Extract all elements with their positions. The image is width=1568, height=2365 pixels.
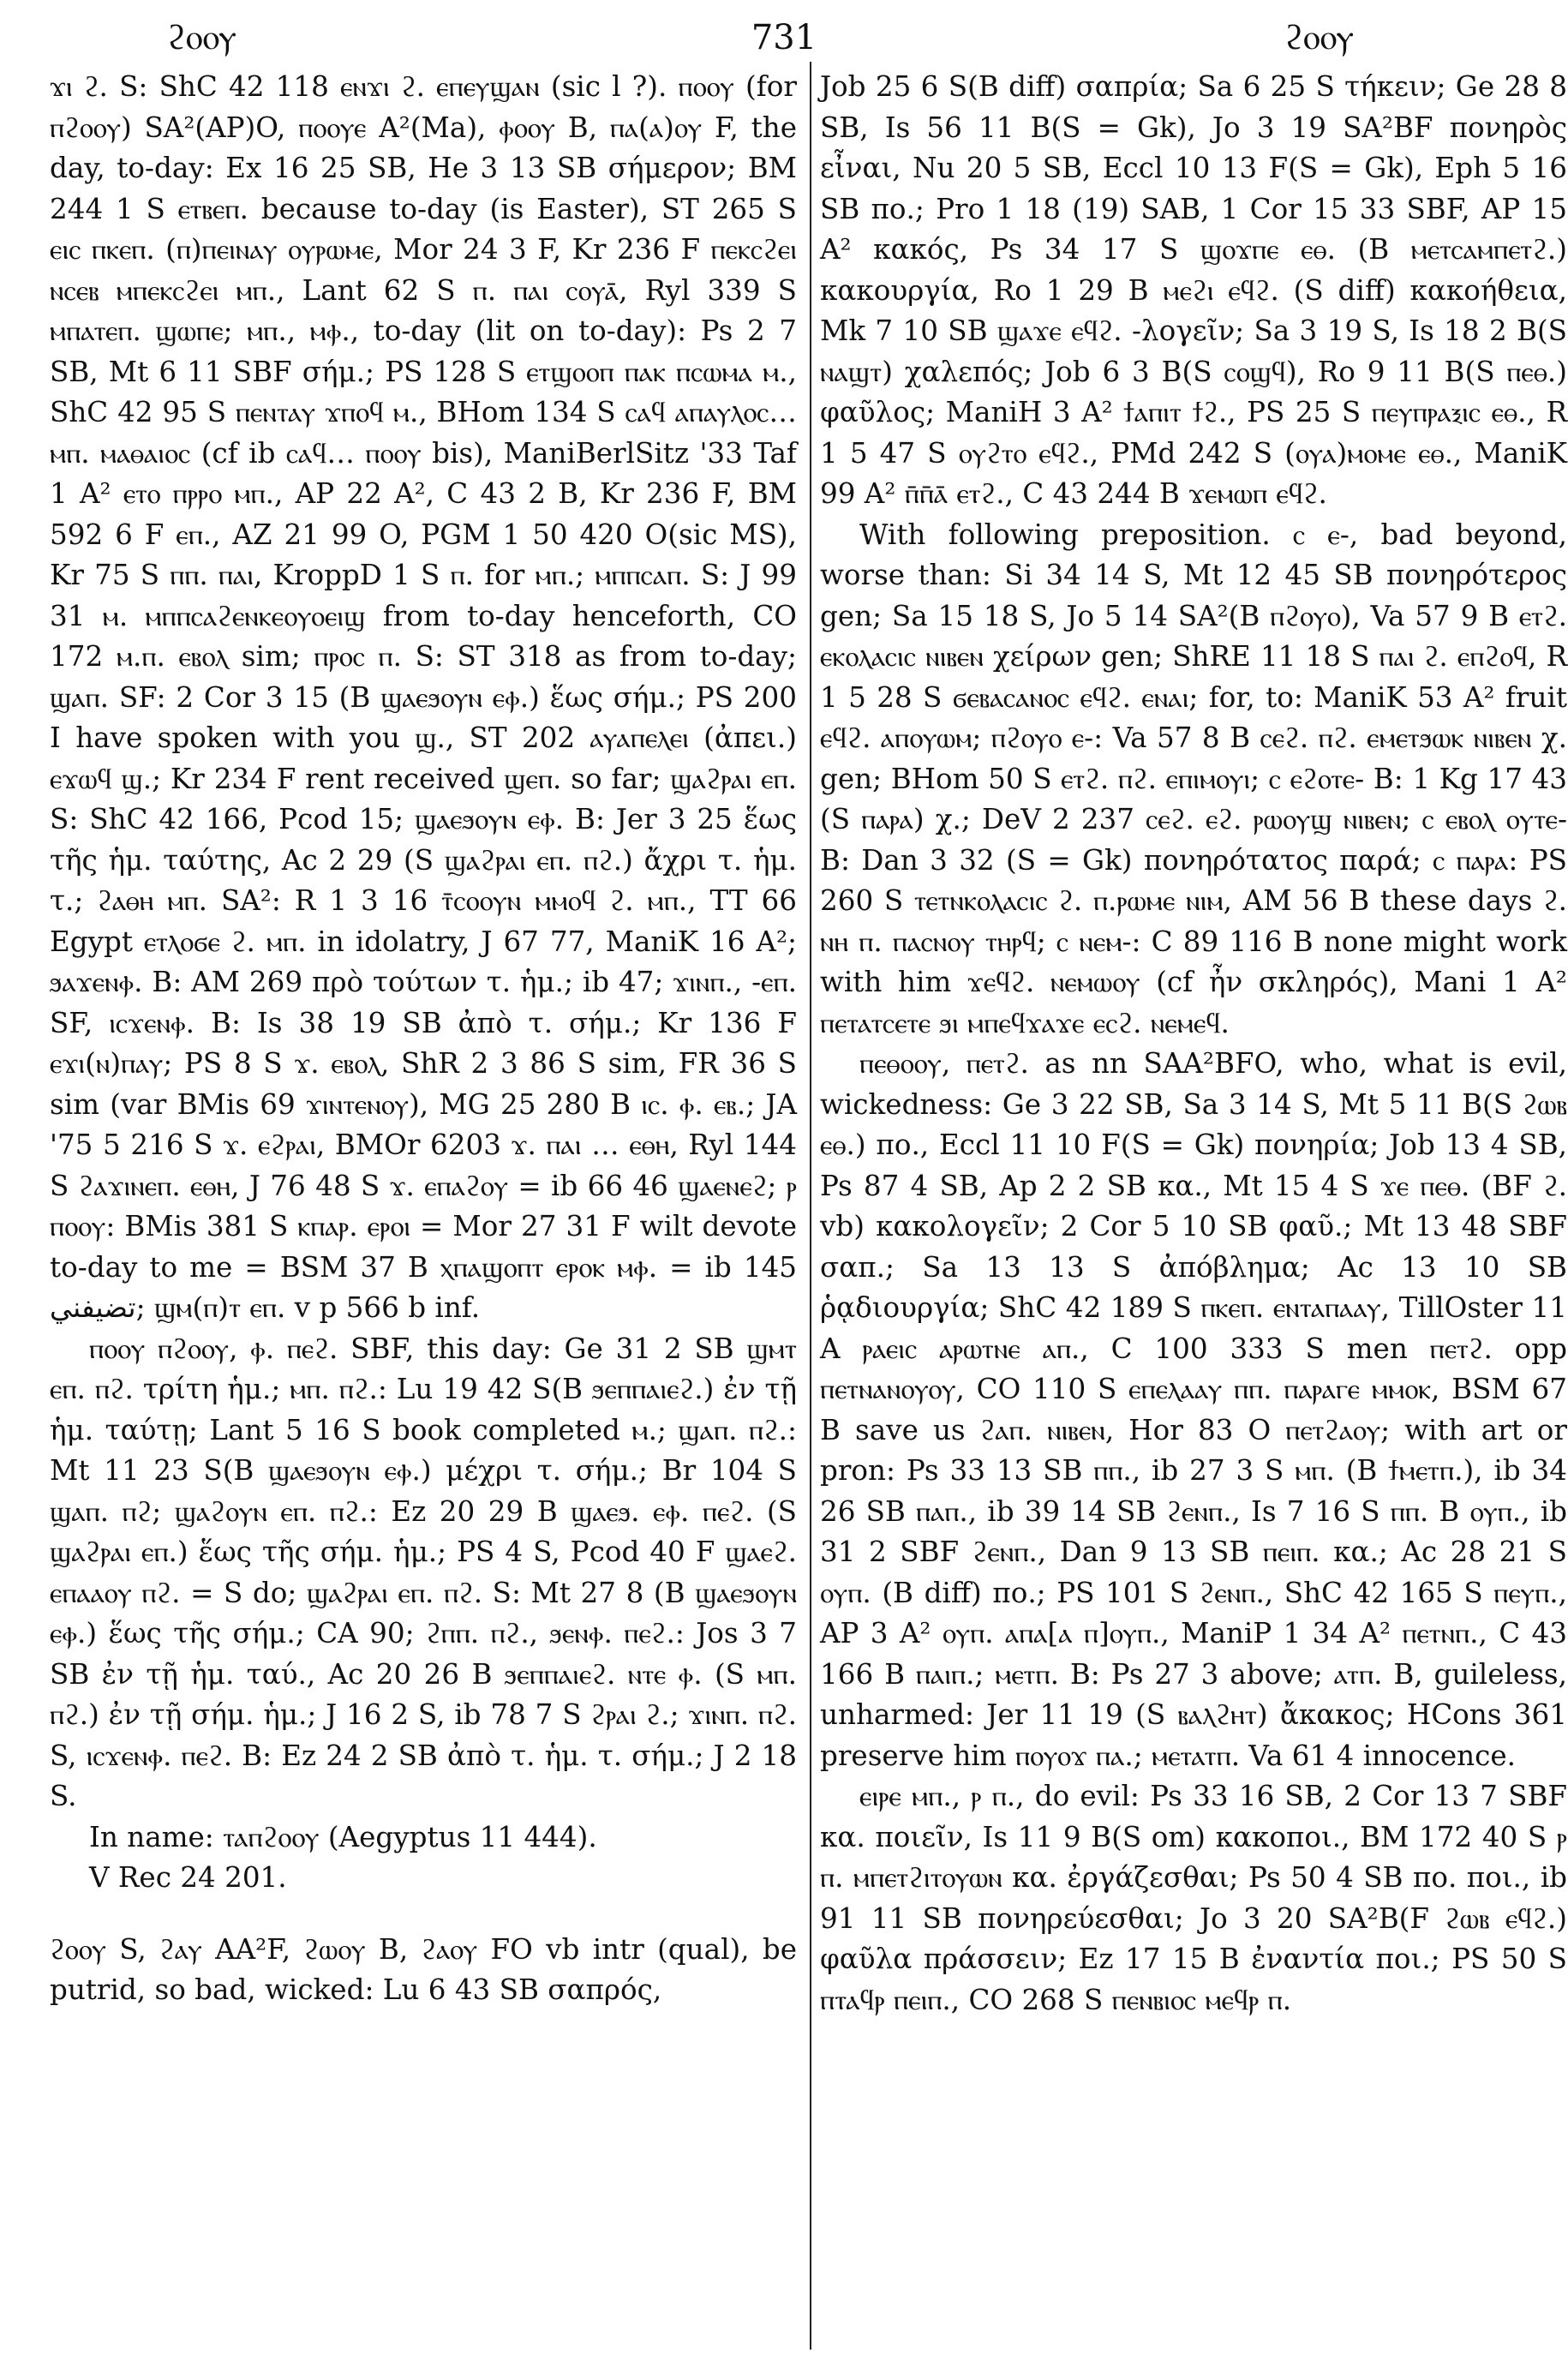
dictionary-paragraph: ⲡⲉⲑⲟⲟⲩ, ⲡⲉⲧϩ. as nn SAA²BFO, who, what is evil, wickedness: Ge 3 22 SB, Sa 3 14 S, Mt 5 11 B(S ϩⲱⲃ ⲉⲑ.) πο., Eccl 11 10 F(S = Gk) πονηρία; Job 13 4 SB, Ps 87 4 SB, Ap 2 2 SB κα., Mt 15 4 S ϫⲉ ⲡⲉⲑ. (BF ϩ. vb) κακολογεῖν; 2 Cor 5 10 SB φαῦ.; Mt 13 48 SBF σαπ.; Sa 13 13 S ἀπόβλημα; Ac 13 10 SB ῥᾳδιουργία; ShC 42 189 S ⲡⲕⲉⲡ. ⲉⲛⲧⲁⲡⲁⲁⲩ, TillOster 11 A ⲣⲁⲉⲓⲥ ⲁⲣⲱⲧⲛⲉ ⲁⲡ., C 100 333 S men ⲡⲉⲧϩ. opp ⲡⲉⲧⲛⲁⲛⲟⲩⲟⲩ, CO 110 S ⲉⲡⲉⲗⲁⲁⲩ ⲡⲡ. ⲡⲁⲣⲁⲅⲉ ⲙⲙⲟⲕ, BSM 67 B save us ϩⲁⲡ. ⲛⲓⲃⲉⲛ, Hor 83 O ⲡⲉⲧϩⲁⲟⲩ; with art or pron: Ps 33 13 SB ⲡⲡ., ib 27 3 S ⲙⲡ. (B ϯⲙⲉⲧⲡ.), ib 34 26 SB ⲡⲁⲡ., ib 39 14 SB ϩⲉⲛⲡ., Is 7 16 S ⲡⲡ. B ⲟⲩⲡ., ib 31 2 SBF ϩⲉⲛⲡ., Dan 9 13 SB ⲡⲉⲓⲡ. κα.; Ac 28 21 S ⲟⲩⲡ. (B diff) πο.; PS 101 S ϩⲉⲛⲡ., ShC 42 165 S ⲡⲉⲩⲡ., AP 3 A² ⲟⲩⲡ. ⲁⲡⲁ[ⲁ ⲡ]ⲟⲩⲡ., ManiP 1 34 A² ⲡⲉⲧⲛⲡ., C 43 166 B ⲡⲁⲓⲡ.; ⲙⲉⲧⲡ. B: Ps 27 3 above; ⲁⲧⲡ. B, guileless, unharmed: Jer 11 19 (S ⲃⲁⲗϩⲏⲧ) ἄκακος; HCons 361 preserve him ⲡⲟⲩⲟϫ ⲡⲁ.; ⲙⲉⲧⲁⲧⲡ. Va 61 4 innocence. (820, 1047, 1567, 1772)
running-header (34, 12, 1534, 63)
column-divider (810, 62, 811, 2350)
dictionary-paragraph: ⲡⲟⲟⲩ ⲡϩⲟⲟⲩ, ⲫ. ⲡⲉϩ. SBF, this day: Ge 31 2 SB ϣⲙⲧ ⲉⲡ. ⲡϩ. τρίτη ἡμ.; ⲙⲡ. ⲡϩ.: Lu 19 42 S(B ϧⲉⲡⲡⲁⲓⲉϩ.) ἐν τῇ ἡμ. ταύτῃ; Lant 5 16 S book completed ⲙ.; ϣⲁⲡ. ⲡϩ.: Mt 11 23 S(B ϣⲁⲉϧⲟⲩⲛ ⲉⲫ.) μέχρι τ. σήμ.; Br 104 S ϣⲁⲡ. ⲡϩ; ϣⲁϩⲟⲩⲛ ⲉⲡ. ⲡϩ.: Ez 20 29 B ϣⲁⲉϧ. ⲉⲫ. ⲡⲉϩ. (S ϣⲁϩⲣⲁⲓ ⲉⲡ.) ἕως τῆς σήμ. ἡμ.; PS 4 S, Pcod 40 F ϣⲁⲉϩ. ⲉⲡⲁⲁⲟⲩ ⲡϩ. = S do; ϣⲁϩⲣⲁⲓ ⲉⲡ. ⲡϩ. S: Mt 27 8 (B ϣⲁⲉϧⲟⲩⲛ ⲉⲫ.) ἕως τῆς σήμ.; CA 90; ϩⲡⲡ. ⲡϩ., ϧⲉⲛⲫ. ⲡⲉϩ.: Jos 3 7 SB ἐν τῇ ἡμ. ταύ., Ac 20 26 B ϧⲉⲡⲡⲁⲓⲉϩ. ⲛⲧⲉ ⲫ. (S ⲙⲡ. ⲡϩ.) ἐν τῇ σήμ. ἡμ.; J 16 2 S, ib 78 7 S ϩⲣⲁⲓ ϩ.; ϫⲓⲛⲡ. ⲡϩ. S, ⲓⲥϫⲉⲛⲫ. ⲡⲉϩ. B: Ez 24 2 SB ἀπὸ τ. ἡμ. τ. σήμ.; J 2 18 S. (50, 1332, 797, 1812)
dictionary-paragraph: ϫⲓ ϩ. S: ShC 42 118 ⲉⲛϫⲓ ϩ. ⲉⲡⲉⲩϣⲁⲛ (sic l ?). ⲡⲟⲟⲩ (for ⲡϩⲟⲟⲩ) SA²(AP)O, ⲡⲟⲟⲩⲉ A²(Ma), ⲫⲟⲟⲩ B, ⲡⲁ(ⲁ)ⲟⲩ F, the day, to-day: Ex 16 25 SB, He 3 13 SB σήμερον; BM 244 1 S ⲉⲧⲃⲉⲡ. because to-day (is Easter), ST 265 S ⲉⲓⲥ ⲡⲕⲉⲡ. (ⲡ)ⲡⲉⲓⲛⲁⲩ ⲟⲩⲣⲱⲙⲉ, Mor 24 3 F, Kr 236 F ⲡⲉⲕⲥϩⲉⲓ ⲛⲥⲉⲃ ⲙⲡⲉⲕⲥϩⲉⲓ ⲙⲡ., Lant 62 S ⲡ. ⲡⲁⲓ ⲥⲟⲩⲁ̄, Ryl 339 S ⲙⲡⲁⲧⲉⲡ. ϣⲱⲡⲉ; ⲙⲡ., ⲙⲫ., to-day (lit on to-day): Ps 2 7 SB, Mt 6 11 SBF σήμ.; PS 128 S ⲉⲧϣⲟⲟⲡ ⲡⲁⲕ ⲡⲥⲱⲙⲁ ⲙ., ShC 42 95 S ⲡⲉⲛⲧⲁⲩ ϫⲡⲟϥ ⲙ., BHom 134 S ⲥⲁϥ ⲁⲡⲁⲩⲗⲟⲥ… ⲙⲡ. ⲙⲁⲑⲁⲓⲟⲥ (cf ib ⲥⲁϥ… ⲡⲟⲟⲩ bis), ManiBerlSitz '33 Taf 1 A² ⲉⲧⲟ ⲡⲣⲣⲟ ⲙⲡ., AP 22 A², C 43 2 B, Kr 236 F, BM 592 6 F ⲉⲡ., AZ 21 99 O, PGM 1 50 420 O(sic MS), Kr 75 S ⲡⲡ. ⲡⲁⲓ, KroppD 1 S ⲡ. for ⲙⲡ.; ⲙⲡⲡⲥⲁⲡ. S: J 99 31 ⲙ. ⲙⲡⲡⲥⲁϩⲉⲛⲕⲉⲟⲩⲟⲉⲓϣ from to-day henceforth, CO 172 ⲙ.ⲡ. ⲉⲃⲟⲗ sim; ⲡⲣⲟⲥ ⲡ. S: ST 318 as from to-day; ϣⲁⲡ. SF: 2 Cor 3 15 (B ϣⲁⲉϧⲟⲩⲛ ⲉⲫ.) ἕως σήμ.; PS 200 I have spoken with you ϣ., ST 202 ⲁⲩⲁⲡⲉⲗⲉⲓ (ἀπει.) ⲉϫⲱϥ ϣ.; Kr 234 F rent received ϣⲉⲡ. so far; ϣⲁϩⲣⲁⲓ ⲉⲡ. S: ShC 42 166, Pcod 15; ϣⲁⲉϧⲟⲩⲛ ⲉⲫ. B: Jer 3 25 ἕως τῆς ἡμ. ταύτης, Ac 2 29 (S ϣⲁϩⲣⲁⲓ ⲉⲡ. ⲡϩ.) ἄχρι τ. ἡμ. τ.; ϩⲁⲑⲏ ⲙⲡ. SA²: R 1 3 16 ⲧ̄ⲥⲟⲟⲩⲛ ⲙⲙⲟϥ ϩ. ⲙⲡ., TT 66 Egypt ⲉⲧⲗⲟϭⲉ ϩ. ⲙⲡ. in idolatry, J 67 77, ManiK 16 A²; ϧⲁϫⲉⲛⲫ. B: AM 269 πρὸ τούτων τ. ἡμ.; ib 47; ϫⲓⲛⲡ., -ⲉⲡ. SF, ⲓⲥϫⲉⲛⲫ. B: Is 38 19 SB ἀπὸ τ. σήμ.; Kr 136 F ⲉϫⲓ(ⲛ)ⲡⲁⲩ; PS 8 S ϫ. ⲉⲃⲟⲗ, ShR 2 3 86 S sim, FR 36 S sim (var BMis 69 ϫⲓⲛⲧⲉⲛⲟⲩ), MG 25 280 B ⲓⲥ. ⲫ. ⲉⲃ.; JA '75 5 216 S ϫ. ⲉϩⲣⲁⲓ, BMOr 6203 ϫ. ⲡⲁⲓ … ⲉⲑⲏ, Ryl 144 S ϩⲁϫⲓⲛⲉⲡ. ⲉⲑⲏ, J 76 48 S ϫ. ⲉⲡⲁϩⲟⲩ = ib 66 46 ϣⲁⲉⲛⲉϩ; ⲣ ⲡⲟⲟⲩ: BMis 381 S ⲕⲡⲁⲣ. ⲉⲣⲟⲓ = Mor 27 31 F wilt devote to-day to me = BSM 37 B ⲭⲡⲁϣⲟⲡⲧ ⲉⲣⲟⲕ ⲙⲫ. = ib 145 تضيفني; ϣⲙ(ⲡ)ⲧ ⲉⲡ. v p 566 b inf. (50, 70, 797, 1324)
dictionary-paragraph: V Rec 24 201. (89, 1861, 287, 1894)
header-left-word: ϩⲟⲟⲩ (167, 18, 236, 57)
dictionary-paragraph: With following preposition. ⲥ ⲉ-, bad beyond, worse than: Si 34 14 S, Mt 12 45 SB πονηρότερος gen; Sa 15 18 S, Jo 5 14 SA²(B ⲡϩⲟⲩⲟ), Va 57 9 B ⲉⲧϩ. ⲉⲕⲟⲗⲁⲥⲓⲥ ⲛⲓⲃⲉⲛ χείρων gen; ShRE 11 18 S ⲡⲁⲓ ϩ. ⲉⲡϩⲟϥ, R 1 5 28 S ϭⲉⲃⲁⲥⲁⲛⲟⲥ ⲉϥϩ. ⲉⲛⲁⲓ; for, to: ManiK 53 A² fruit ⲉϥϩ. ⲁⲡⲟⲩⲱⲙ; ⲡϩⲟⲩⲟ ⲉ-: Va 57 8 B ⲥⲉϩ. ⲡϩ. ⲉⲙⲉⲧϧⲱⲕ ⲛⲓⲃⲉⲛ χ. gen; BHom 50 S ⲉⲧϩ. ⲡϩ. ⲉⲡⲓⲙⲟⲩⲓ; ⲥ ⲉϩⲟⲧⲉ- B: 1 Kg 17 43 (S ⲡⲁⲣⲁ) χ.; DeV 2 237 ⲥⲉϩ. ⲉϩ. ⲣⲱⲟⲩϣ ⲛⲓⲃⲉⲛ; ⲥ ⲉⲃⲟⲗ ⲟⲩⲧⲉ- B: Dan 3 32 (S = Gk) πονηρότατος παρά; ⲥ ⲡⲁⲣⲁ: PS 260 S ⲧⲉⲧⲛⲕⲟⲗⲁⲥⲓⲥ ϩ. ⲡ.ⲣⲱⲙⲉ ⲛⲓⲙ, AM 56 B these days ϩ. ⲛⲏ ⲡ. ⲡⲁⲥⲛⲟⲩ ⲧⲏⲣϥ; ⲥ ⲛⲉⲙ-: C 89 116 B none might work with him ϫⲉϥϩ. ⲛⲉⲙⲱⲟⲩ (cf ἦν σκληρός), Mani 1 A² ⲡⲉⲧⲁⲧⲥⲉⲧⲉ ϧⲓ ⲙⲡⲉϥϫⲁϫⲉ ⲉⲥϩ. ⲛⲉⲙⲉϥ. (820, 518, 1567, 1039)
header-right-word: ϩⲟⲟⲩ (1284, 18, 1354, 57)
dictionary-paragraph: ϩⲟⲟⲩ S, ϩⲁⲩ AA²F, ϩⲱⲟⲩ B, ϩⲁⲟⲩ FO vb intr (qual), be putrid, so bad, wicked: Lu 6 43 SB σαπρός, (50, 1932, 797, 2006)
dictionary-paragraph: In name: ⲧⲁⲡϩⲟⲟⲩ (Aegyptus 11 444). (89, 1820, 597, 1853)
dictionary-paragraph: ⲉⲓⲣⲉ ⲙⲡ., ⲣ ⲡ., do evil: Ps 33 16 SB, 2 Cor 13 7 SBF κα. ποιεῖν, Is 11 9 B(S om) κακοποι., BM 172 40 S ⲣ ⲡ. ⲙⲡⲉⲧϩⲓⲧⲟⲩⲱⲛ κα. ἐργάζεσθαι; Ps 50 4 SB πο. ποι., ib 91 11 SB πονηρεύεσθαι; Jo 3 20 SA²B(F ϩⲱⲃ ⲉϥϩ.) φαῦλα πράσσειν; Ez 17 15 B ἐναντία ποι.; PS 50 S ⲡⲧⲁϥⲣ ⲡⲉⲓⲡ., CO 268 S ⲡⲉⲛⲃⲓⲟⲥ ⲙⲉϥⲣ ⲡ. (820, 1780, 1567, 2016)
page-number: 731 (751, 18, 817, 57)
entry-separator (50, 1899, 797, 1930)
dictionary-paragraph: Job 25 6 S(B diff) σαπρία; Sa 6 25 S τήκειν; Ge 28 8 SB, Is 56 11 B(S = Gk), Jo 3 19 SA²BF πονηρὸς εἶναι, Nu 20 5 SB, Eccl 10 13 F(S = Gk), Eph 5 16 SB πο.; Pro 1 18 (19) SAB, 1 Cor 15 33 SBF, AP 15 A² κακός, Ps 34 17 S ϣⲟϫⲡⲉ ⲉⲑ. (B ⲙⲉⲧⲥⲁⲙⲡⲉⲧϩ.) κακουργία, Ro 1 29 B ⲙⲉϩⲓ ⲉϥϩ. (S diff) κακοήθεια, Mk 7 10 SB ϣⲁϫⲉ ⲉϥϩ. -λογεῖν; Sa 3 19 S, Is 18 2 B(S ⲛⲁϣⲧ) χαλεπός; Job 6 3 B(S ⲥⲟϣϥ), Ro 9 11 B(S ⲡⲉⲑ.) φαῦλος; ManiH 3 A² ϯⲁⲡⲓⲧ ϯϩ., PS 25 S ⲡⲉⲩⲡⲣⲁⲝⲓⲥ ⲉⲑ., R 1 5 47 S ⲟⲩϩⲧⲟ ⲉϥϩ., PMd 242 S (ⲟⲩⲁ)ⲙⲟⲙⲉ ⲉⲑ., ManiK 99 A² ⲡ̄ⲡ̄ⲁ̄ ⲉⲧϩ., C 43 244 B ϫⲉⲙⲱⲡ ⲉϥϩ. (820, 70, 1567, 510)
left-column (50, 67, 797, 2011)
right-column (820, 67, 1567, 2021)
